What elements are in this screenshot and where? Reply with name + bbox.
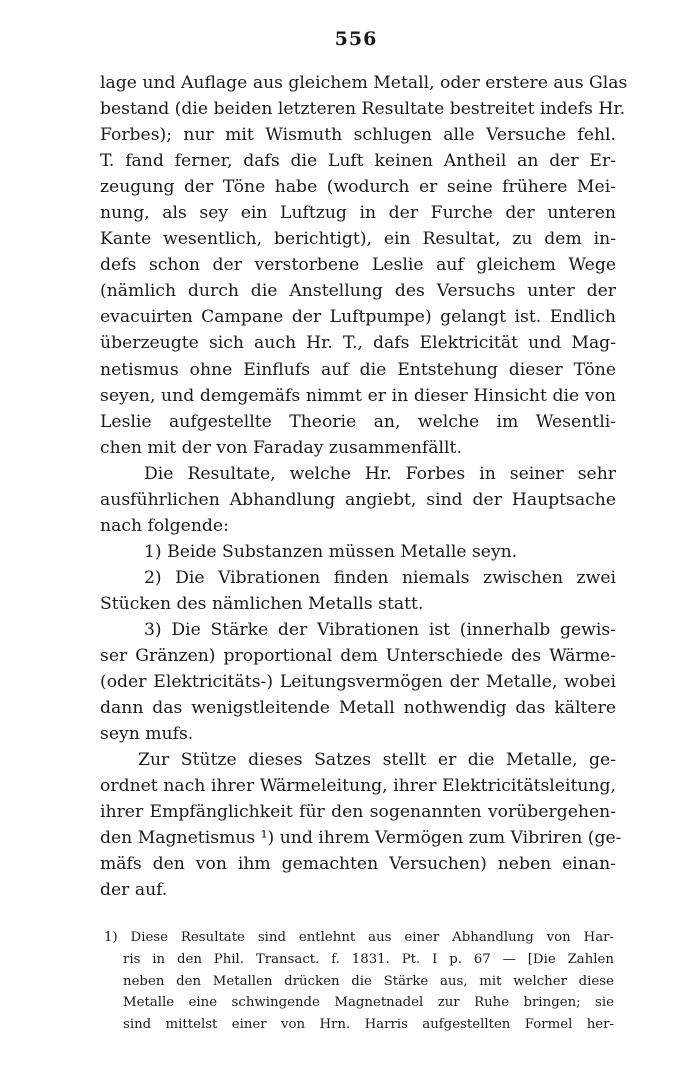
text-line: netismus ohne Einflufs auf die Entstehung dieser Töne — [100, 359, 616, 380]
text-line: mäfs den von ihm gemachten Versuchen) neben einan- — [100, 854, 616, 875]
text-line: (oder Elektricitäts-) Leitungsvermögen der Metalle, wobei — [100, 672, 616, 693]
main-text — [100, 70, 628, 904]
text-line: evacuirten Campane der Luftpumpe) gelangt ist. Endlich — [100, 307, 616, 328]
text-line: dann das wenigstleitende Metall nothwendig das kältere — [100, 698, 616, 719]
text-line: T. fand ferner, dafs die Luft keinen Antheil an der Er- — [100, 151, 616, 172]
text-line: den Magnetismus ¹) und ihrem Vermögen zum Vibriren (ge- — [100, 828, 622, 849]
text-line: bestand (die beiden letzteren Resultate bestreitet indefs Hr. — [100, 99, 626, 120]
text-line: ser Gränzen) proportional dem Unterschiede des Wärme- — [100, 646, 616, 667]
text-line: Leslie aufgestellte Theorie an, welche im Wesentli- — [100, 411, 616, 432]
text-line: Kante wesentlich, berichtigt), ein Resultat, zu dem in- — [100, 229, 616, 250]
footnote-line: sind mittelst einer von Hrn. Harris aufgestellten Formel her- — [123, 1017, 614, 1033]
text-line: zeugung der Töne habe (wodurch er seine frühere Mei- — [100, 177, 616, 198]
text-line: Stücken des nämlichen Metalls statt. — [100, 593, 424, 614]
text-line: nach folgende: — [100, 515, 229, 536]
text-line: ihrer Empfänglichkeit für den sogenannten vorübergehen- — [100, 802, 616, 823]
text-line: der auf. — [100, 880, 168, 901]
footnotes — [104, 927, 614, 1036]
list-item-3: 3) Die Stärke der Vibrationen ist (innerhalb gewis- — [144, 619, 616, 640]
text-line: ausführlichen Abhandlung angiebt, sind der Hauptsache — [100, 489, 616, 510]
paragraph-start: Die Resultate, welche Hr. Forbes in seiner sehr — [144, 463, 616, 484]
paragraph-start: Zur Stütze dieses Satzes stellt er die Metalle, ge- — [138, 750, 616, 771]
text-line: seyen, und demgemäfs nimmt er in dieser Hinsicht die von — [100, 385, 616, 406]
text-line: defs schon der verstorbene Leslie auf gleichem Wege — [100, 255, 616, 276]
text-line: nung, als sey ein Luftzug in der Furche der unteren — [100, 203, 616, 224]
text-line: (nämlich durch die Anstellung des Versuchs unter der — [100, 281, 616, 302]
page-number: 556 — [334, 28, 378, 50]
text-line: seyn mufs. — [100, 724, 194, 745]
text-line: Forbes); nur mit Wismuth schlugen alle Versuche fehl. — [100, 125, 616, 146]
footnote-line: Metalle eine schwingende Magnetnadel zur Ruhe bringen; sie — [123, 995, 614, 1011]
text-line: chen mit der von Faraday zusammenfällt. — [100, 437, 462, 458]
footnote-line: ris in den Phil. Transact. f. 1831. Pt. I p. 67 — [Die Zahlen — [123, 951, 614, 967]
list-item-2: 2) Die Vibrationen finden niemals zwischen zwei — [144, 567, 616, 588]
list-item-1: 1) Beide Substanzen müssen Metalle seyn. — [144, 541, 518, 562]
text-line: überzeugte sich auch Hr. T., dafs Elektricität und Mag- — [100, 333, 616, 354]
footnote-line: 1) Diese Resultate sind entlehnt aus einer Abhandlung von Har- — [104, 930, 614, 945]
text-line: lage und Auflage aus gleichem Metall, oder erstere aus Glas — [100, 73, 628, 93]
text-line: ordnet nach ihrer Wärmeleitung, ihrer Elektricitätsleitung, — [100, 776, 616, 797]
footnote-line: neben den Metallen drücken die Stärke aus, mit welcher diese — [123, 973, 614, 989]
